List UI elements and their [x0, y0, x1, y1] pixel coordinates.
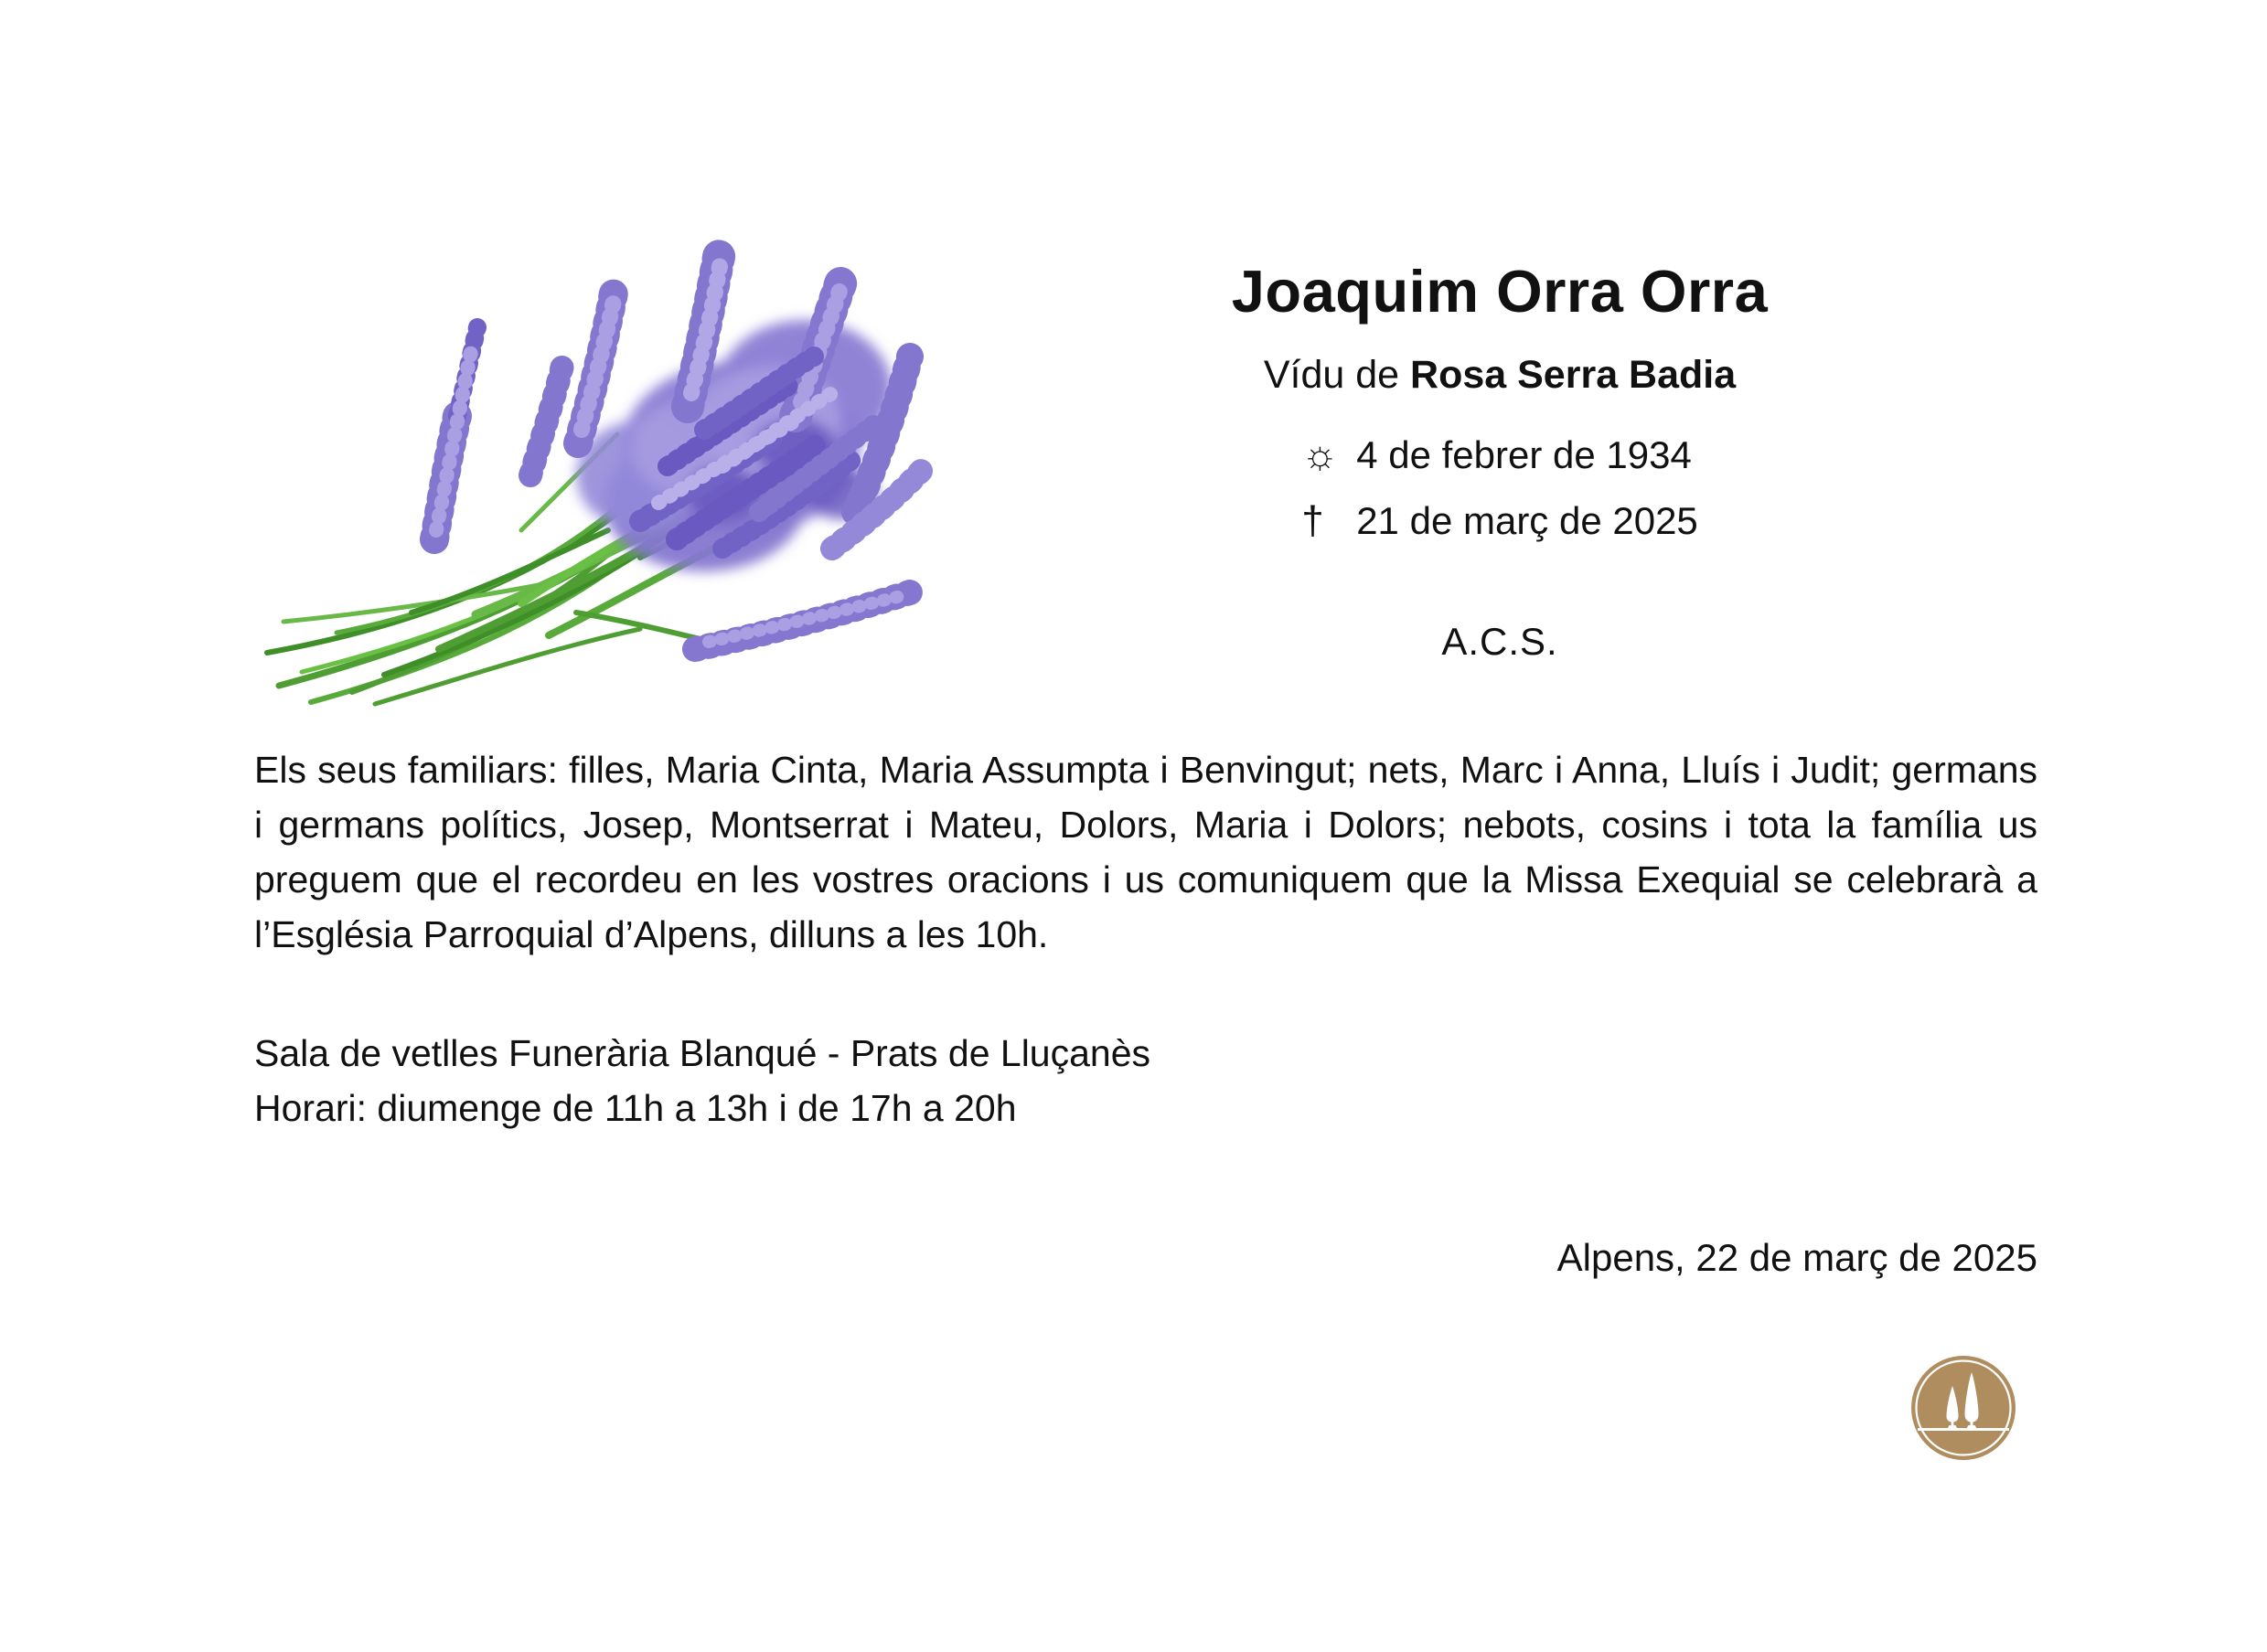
logo-circle: [1911, 1356, 2016, 1460]
announcement-line: i germans polítics, Josep, Montserrat i Mateu, Dolors, Maria i Dolors; nebots, cosins i tota la família us: [254, 804, 2037, 846]
venue-hours: Horari: diumenge de 11h a 13h i de 17h a 20h: [254, 1087, 1017, 1129]
spouse-name: Rosa Serra Badia: [1410, 353, 1737, 397]
announcement-line: preguem que el recordeu en les vostres oracions i us comuniquem que la Missa Exequial se celebrarà a: [254, 858, 2037, 901]
relation-prefix: Vídu de: [1263, 353, 1400, 397]
relation-line: [1097, 352, 1902, 400]
announcement-line: Els seus familiars: filles, Maria Cinta, Maria Assumpta i Benvingut; nets, Marc i Anna, Lluís i Judit; germans: [254, 749, 2037, 791]
venue-info: [254, 1026, 2037, 1135]
acs-abbreviation: A.C.S.: [1441, 620, 1558, 663]
announcement-paragraph: [254, 742, 2037, 962]
announcement-line: l’Església Parroquial d’Alpens, dilluns a les 10h.: [254, 913, 1049, 955]
birth-date: 4 de febrer de 1934: [1356, 433, 1692, 476]
death-date: 21 de març de 2025: [1356, 499, 1698, 542]
birth-date-row: [1301, 422, 1698, 488]
venue-name: Sala de vetlles Funerària Blanqué - Prats de Lluçanès: [254, 1032, 1151, 1074]
dagger-icon: †: [1301, 498, 1324, 543]
death-date-row: [1301, 488, 1698, 554]
deceased-name: Joaquim Orra Orra: [1231, 258, 1769, 325]
closing-city-date: Alpens, 22 de març de 2025: [1556, 1236, 2037, 1279]
life-dates: [1097, 422, 1902, 554]
sun-icon: ☼: [1301, 432, 1339, 477]
lavender-bouquet-image: [247, 219, 951, 718]
funeral-home-logo: [1911, 1356, 2016, 1460]
